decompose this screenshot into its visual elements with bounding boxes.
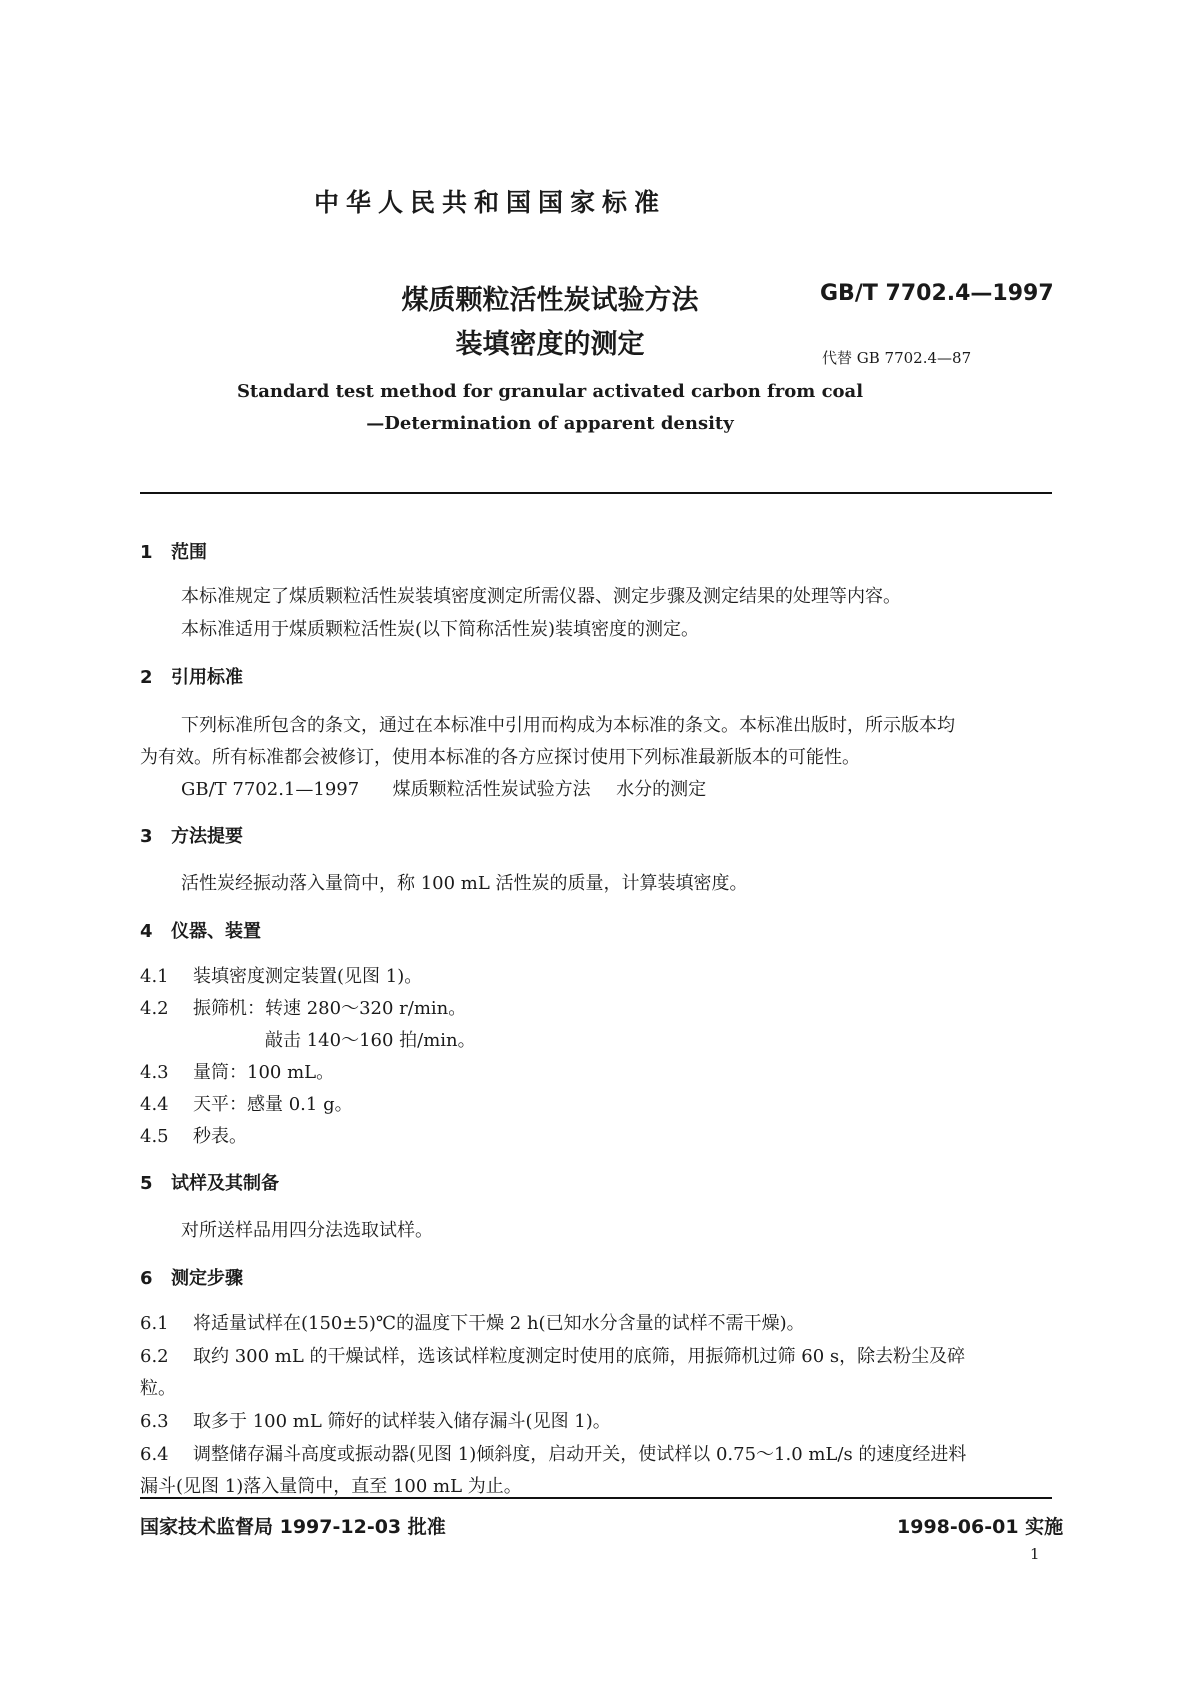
item-number: 4.3 <box>140 1062 169 1083</box>
item-number: 4.1 <box>140 966 169 987</box>
section-number: 6 <box>140 1268 153 1289</box>
item-text: 装填密度测定装置(见图 1)。 <box>193 966 423 987</box>
section-heading-4 <box>140 917 261 943</box>
item-number: 6.4 <box>140 1444 169 1465</box>
section-title: 方法提要 <box>171 826 243 847</box>
document-title-line1: 煤质颗粒活性炭试验方法 <box>401 285 699 316</box>
national-standard-heading: 中华人民共和国国家标准 <box>313 188 666 217</box>
section-heading-5 <box>140 1169 279 1195</box>
reference-subtitle: 水分的测定 <box>616 779 707 800</box>
section-number: 5 <box>140 1173 153 1194</box>
list-item <box>140 1058 334 1084</box>
list-item <box>140 994 466 1020</box>
page-number: 1 <box>1030 1545 1040 1563</box>
list-item <box>140 962 422 988</box>
section-title: 测定步骤 <box>171 1268 243 1289</box>
section-title: 仪器、装置 <box>171 921 261 942</box>
s1-paragraph-2: 本标准适用于煤质颗粒活性炭(以下简称活性炭)装填密度的测定。 <box>181 619 700 640</box>
list-item-continuation <box>265 1026 476 1052</box>
section-title: 试样及其制备 <box>171 1173 279 1194</box>
step-item-continuation: 漏斗(见图 1)落入量筒中，直至 100 mL 为止。 <box>140 1476 522 1497</box>
standard-code: GB/T 7702.4—1997 <box>820 281 1054 306</box>
section-title: 引用标准 <box>171 667 243 688</box>
effective-date: 1998-06-01 实施 <box>897 1516 1064 1538</box>
document-title-line2: 装填密度的测定 <box>455 329 645 360</box>
s1-paragraph-1: 本标准规定了煤质颗粒活性炭装填密度测定所需仪器、测定步骤及测定结果的处理等内容。 <box>181 586 901 607</box>
section-number: 2 <box>140 667 153 688</box>
item-number: 6.3 <box>140 1411 169 1432</box>
section-heading-2 <box>140 663 243 689</box>
bottom-divider <box>140 1497 1052 1499</box>
section-heading-3 <box>140 822 243 848</box>
section-title: 范围 <box>171 542 207 563</box>
section-number: 4 <box>140 921 153 942</box>
english-title-line2: —Determination of apparent density <box>366 413 734 434</box>
item-text: 取约 300 mL 的干燥试样，选该试样粒度测定时使用的底筛，用振筛机过筛 60 s，除去粉尘及碎 <box>193 1346 966 1367</box>
item-text: 量筒：100 mL。 <box>193 1062 335 1083</box>
section-number: 1 <box>140 542 153 563</box>
s2-paragraph-line2: 为有效。所有标准都会被修订，使用本标准的各方应探讨使用下列标准最新版本的可能性。 <box>140 747 860 768</box>
list-item <box>140 1090 353 1116</box>
item-number: 4.4 <box>140 1094 169 1115</box>
section-heading-6 <box>140 1264 243 1290</box>
item-text: 振筛机：转速 280～320 r/min。 <box>193 998 467 1019</box>
step-item <box>140 1407 611 1433</box>
section-heading-1 <box>140 538 207 564</box>
step-item <box>140 1342 965 1368</box>
section-number: 3 <box>140 826 153 847</box>
replaces-note: 代替 GB 7702.4—87 <box>822 349 972 367</box>
reference-code: GB/T 7702.1—1997 <box>181 779 360 800</box>
item-text: 天平：感量 0.1 g。 <box>193 1094 353 1115</box>
s5-paragraph: 对所送样品用四分法选取试样。 <box>181 1220 433 1241</box>
item-text: 将适量试样在(150±5)℃的温度下干燥 2 h(已知水分含量的试样不需干燥)。 <box>193 1313 805 1334</box>
step-item <box>140 1440 966 1466</box>
item-text: 调整储存漏斗高度或振动器(见图 1)倾斜度，启动开关，使试样以 0.75～1.0 mL/s 的速度经进料 <box>193 1444 967 1465</box>
list-item <box>140 1122 247 1148</box>
reference-title: 煤质颗粒活性炭试验方法 <box>392 779 591 800</box>
s3-paragraph: 活性炭经振动落入量筒中，称 100 mL 活性炭的质量，计算装填密度。 <box>181 873 748 894</box>
approval-note: 国家技术监督局 1997-12-03 批准 <box>140 1516 446 1538</box>
step-item <box>140 1309 805 1335</box>
step-item-continuation: 粒。 <box>140 1378 176 1399</box>
item-number: 4.5 <box>140 1126 169 1147</box>
item-number: 6.1 <box>140 1313 169 1334</box>
item-number: 6.2 <box>140 1346 169 1367</box>
english-title-line1: Standard test method for granular activated carbon from coal <box>236 381 864 402</box>
item-text: 敲击 140～160 拍/min。 <box>265 1030 476 1051</box>
s2-paragraph-line1: 下列标准所包含的条文，通过在本标准中引用而构成为本标准的条文。本标准出版时，所示版本均 <box>181 715 955 736</box>
item-text: 秒表。 <box>193 1126 247 1147</box>
reference-entry <box>181 775 706 801</box>
item-text: 取多于 100 mL 筛好的试样装入储存漏斗(见图 1)。 <box>193 1411 611 1432</box>
item-number: 4.2 <box>140 998 169 1019</box>
top-divider <box>140 492 1052 494</box>
